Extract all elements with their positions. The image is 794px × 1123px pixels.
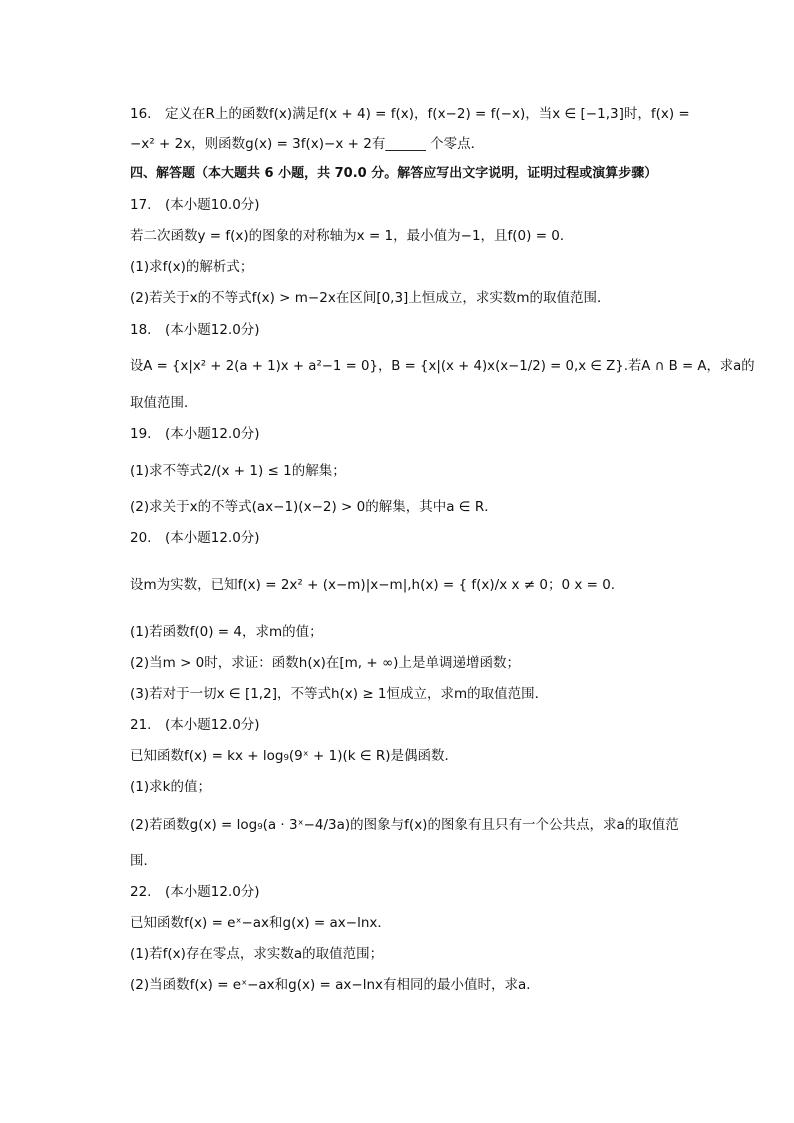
q20-part3: (3)若对于一切x ∈ [1,2]，不等式h(x) ≥ 1恒成立，求m的取值范围． <box>130 686 549 702</box>
q19-part1: (1)求不等式2/(x + 1) ≤ 1的解集； <box>130 463 346 479</box>
q21-label: 21. (本小题12.0分) <box>130 717 260 733</box>
q17-part1: (1)求f(x)的解析式； <box>130 259 254 275</box>
q22-part2: (2)当函数f(x) = eˣ−ax和g(x) = ax−lnx有相同的最小值时，求a． <box>130 977 540 993</box>
q20-label: 20. (本小题12.0分) <box>130 530 260 546</box>
q20-part2: (2)当m > 0时，求证：函数h(x)在[m, + ∞)上是单调递增函数； <box>130 655 520 671</box>
q22-part1: (1)若f(x)存在零点，求实数a的取值范围； <box>130 946 384 962</box>
q22-label: 22. (本小题12.0分) <box>130 884 260 900</box>
q22-stem: 已知函数f(x) = eˣ−ax和g(x) = ax−lnx． <box>130 915 391 931</box>
q19-part2: (2)求关于x的不等式(ax−1)(x−2) > 0的解集，其中a ∈ R． <box>130 499 498 515</box>
section-heading: 四、解答题（本大题共 6 小题，共 70.0 分。解答应写出文字说明，证明过程或演算步骤） <box>130 166 658 181</box>
q21-part2-cont: 围． <box>130 853 157 869</box>
q17-stem: 若二次函数y = f(x)的图象的对称轴为x = 1，最小值为−1，且f(0) = 0． <box>130 228 574 244</box>
q21-part2: (2)若函数g(x) = log₉(a · 3ˣ−4/3a)的图象与f(x)的图象有且只有一个公共点，求a的取值范 <box>130 817 679 833</box>
q21-part1: (1)求k的值； <box>130 779 211 795</box>
q20-part1: (1)若函数f(0) = 4，求m的值； <box>130 624 323 640</box>
q18-stem: 设A = {x|x² + 2(a + 1)x + a²−1 = 0}，B = {x|(x + 4)x(x−1/2) = 0,x ∈ Z}.若A ∩ B = A，求a的 <box>130 358 755 374</box>
q17-label: 17. (本小题10.0分) <box>130 197 260 213</box>
q17-part2: (2)若关于x的不等式f(x) > m−2x在区间[0,3]上恒成立，求实数m的取值范围． <box>130 290 611 306</box>
q16-line2: −x² + 2x，则函数g(x) = 3f(x)−x + 2有______ 个零点． <box>130 136 485 152</box>
q16-line1: 16. 定义在R上的函数f(x)满足f(x + 4) = f(x)，f(x−2) = f(−x)，当x ∈ [−1,3]时，f(x) = <box>130 106 690 122</box>
q18-label: 18. (本小题12.0分) <box>130 322 260 338</box>
q21-stem: 已知函数f(x) = kx + log₉(9ˣ + 1)(k ∈ R)是偶函数． <box>130 748 459 764</box>
q20-stem: 设m为实数，已知f(x) = 2x² + (x−m)|x−m|,h(x) = { f(x)/x x ≠ 0；0 x = 0. <box>130 577 616 593</box>
q18-stem-cont: 取值范围． <box>130 395 198 411</box>
q19-label: 19. (本小题12.0分) <box>130 426 260 442</box>
